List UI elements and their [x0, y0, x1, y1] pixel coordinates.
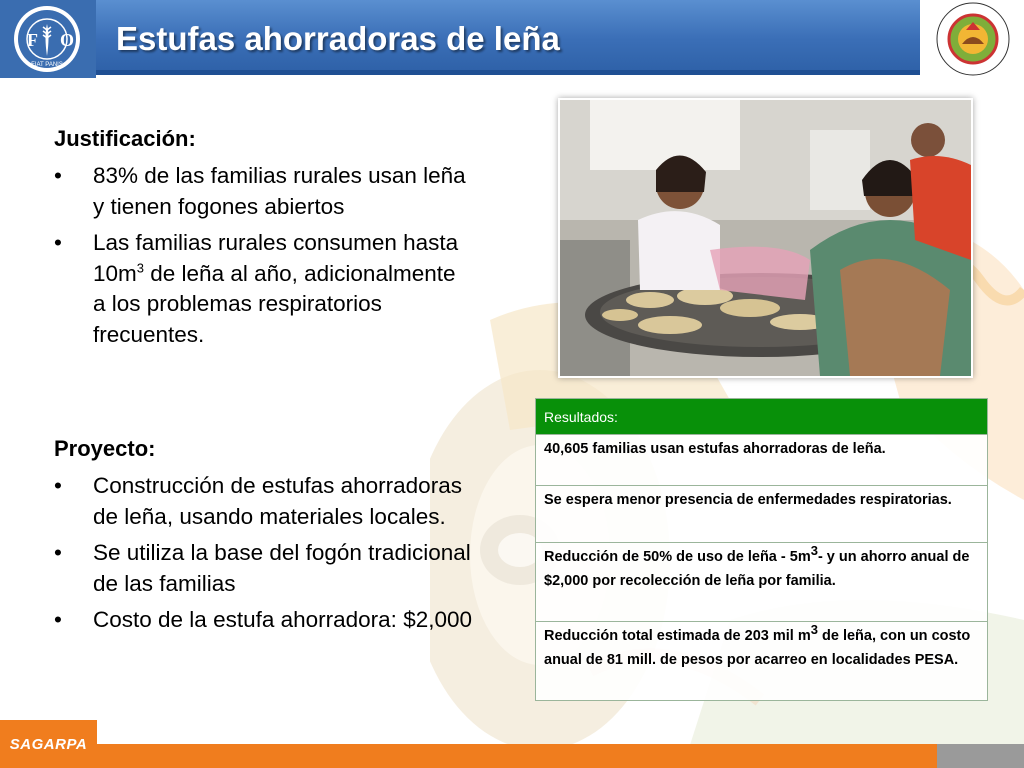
- footer-bar: [0, 744, 937, 768]
- photo-frame: [558, 98, 973, 378]
- list-item: [54, 471, 474, 532]
- footer-gray-block: [937, 744, 1024, 768]
- svg-text:O: O: [60, 30, 75, 50]
- bullet-text: Construcción de estufas ahorradoras de leña, usando materiales locales.: [93, 473, 462, 529]
- women-making-tortillas-photo: [560, 100, 971, 376]
- fao-logo-icon: [0, 0, 96, 78]
- bullet-icon: •: [54, 473, 62, 498]
- table-row: [536, 622, 988, 701]
- bullet-icon: •: [54, 607, 62, 632]
- header: [0, 0, 1024, 78]
- bullet-text: Costo de la estufa ahorradora: $2,000: [93, 607, 473, 632]
- table-cell: 40,605 familias usan estufas ahorradoras de leña.: [536, 435, 988, 486]
- table-row: [536, 486, 988, 543]
- seal-box: [920, 0, 1024, 78]
- table-row: [536, 435, 988, 486]
- bullet-text: Las familias rurales consumen hasta $10m^3$ de leña al año, adicionalmente a los problemas respiratorios frecuentes.: [93, 230, 459, 347]
- table-header-row: [536, 399, 988, 435]
- svg-text:FIAT PANIS: FIAT PANIS: [31, 62, 63, 68]
- justificacion-list: [54, 161, 474, 356]
- table-cell: Reducción total estimada de 203 mil $m^3$ de leña, con un costo anual de 81 mill. de pesos por acarreo en localidades PESA.: [536, 622, 988, 701]
- list-item: [54, 605, 474, 636]
- sagarpa-logo: SAGARPA: [9, 736, 88, 753]
- table-cell: Se espera menor presencia de enfermedades respiratorias.: [536, 486, 988, 543]
- bullet-icon: •: [54, 163, 62, 188]
- results-table: [535, 398, 988, 701]
- table-cell: Reducción de 50% de uso de leña - $5m^3-$ y un ahorro anual de $2,000 por recolección de leña por familia.: [536, 543, 988, 622]
- svg-text:F: F: [27, 30, 38, 50]
- bullet-icon: •: [54, 230, 62, 255]
- page-title: Estufas ahorradoras de leña: [116, 20, 560, 57]
- list-item: [54, 228, 474, 350]
- justificacion-heading: Justificación:: [54, 126, 196, 151]
- fao-logo-box: [0, 0, 96, 78]
- title-underline: [96, 70, 920, 75]
- table-header: Resultados:: [536, 399, 988, 435]
- bullet-icon: •: [54, 540, 62, 565]
- pesa-seal-icon: [920, 0, 1024, 78]
- list-item: [54, 538, 474, 599]
- list-item: [54, 161, 474, 222]
- bullet-text: 83% de las familias rurales usan leña y tienen fogones abiertos: [93, 163, 466, 219]
- proyecto-heading: Proyecto:: [54, 436, 156, 461]
- proyecto-list: [54, 471, 474, 642]
- table-row: [536, 543, 988, 622]
- bullet-text: Se utiliza la base del fogón tradicional de las familias: [93, 540, 471, 596]
